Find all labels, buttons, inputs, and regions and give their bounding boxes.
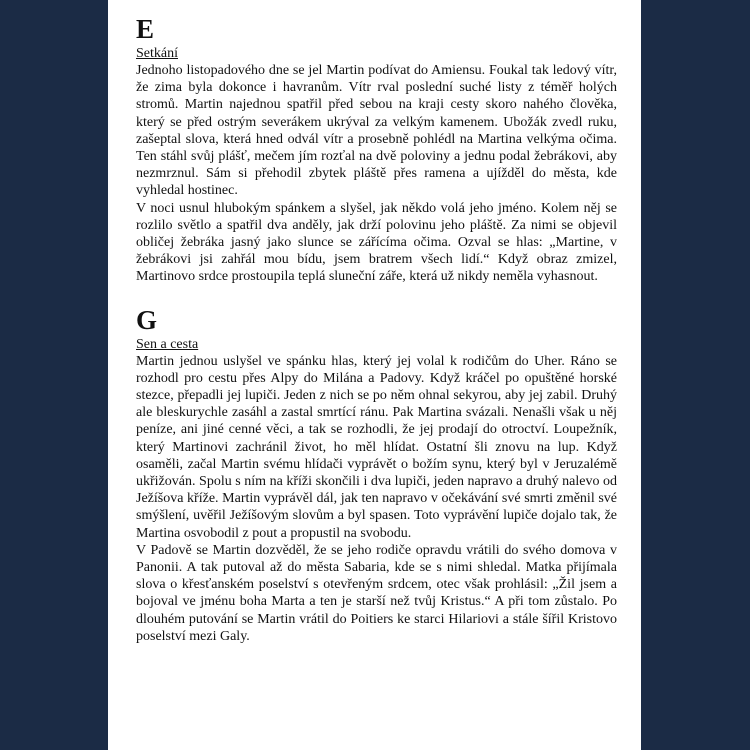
paragraph: V Padově se Martin dozvěděl, že se jeho rodiče opravdu vrátili do svého domova v Panonii. A tak putoval až do města Sabaria, kde se s nimi shledal. Matka přijímala slova o křesťanském poselství s otevřeným srdcem, otec však prohlásil: „Žil jsem a bojoval ve jménu boha Marta a ten je starší než tvůj Kristus.“ A při tom zůstalo. Po dlouhém putování se Martin vrátil do Poitiers ke starci Hilariovi a stále šířil Kristovo poselství mezi Galy. [136,542,617,644]
document-page [108,0,641,750]
section-letter: E [136,14,155,44]
section-letter: G [136,304,158,335]
section-subtitle: Sen a cesta [136,336,199,352]
paragraph: V noci usnul hlubokým spánkem a slyšel, jak někdo volá jeho jméno. Kolem něj se rozlilo světlo a spatřil dva anděly, jak drží polovinu jeho pláště. Za nimi se objevil obličej žebráka jasný jako slunce se zářícíma očima. Ozval se hlas: „Martine, v žebrákovi jsi zahřál mou bídu, jsem bratrem všech lidí.“ Když obraz zmizel, Martinovo srdce prostoupila teplá sluneční záře, která už nikdy neměla vyhasnout. [136,200,617,285]
paragraph: Martin jednou uslyšel ve spánku hlas, který jej volal k rodičům do Uher. Ráno se rozhodl pro cestu přes Alpy do Milána a Padovy. Když kráčel po opuštěné horské stezce, přepadli jej lupiči. Jeden z nich se po něm ohnal sekyrou, aby jej zabil. Druhý ale bleskurychle zasáhl a zastal smrtící ránu. Pak Martina svázali. Nenašli však u něj peníze, ani jiné cenné věci, a tak se rozhodli, že jej prodají do otroctví. Loupežník, který Martinovi zachránil život, ho měl hlídat. Ostatní šli znovu na lup. Když osaměli, začal Martin svému hlídači vyprávět o božím synu, který byl v Jeruzalémě ukřižován. Spolu s ním na kříži skončili i dva lupiči, jeden napravo a druhý nalevo od Ježíšova kříže. Martin vyprávěl dál, jak ten napravo v očekávání své smrti změnil své smýšlení, uvěřil Ježíšovým slovům a byl spasen. Toto vyprávění lupiče dojalo tak, že Martina osvobodil z pout a propustil na svobodu. [136,353,617,541]
section-subtitle: Setkání [136,46,178,61]
paragraph: Jednoho listopadového dne se jel Martin podívat do Amiensu. Foukal tak ledový vítr, že zima byla dokonce i havranům. Vítr rval poslední suché listy z téměř holých stromů. Martin najednou spatřil před sebou na kraji cesty skoro nahého člověka, který se před ostrým severákem ukrýval za velkým kamenem. Ubožák zvedl ruku, zašeptal slova, která hned odvál vítr a prosebně pohlédl na Martina velkýma očima. Ten stáhl svůj plášť, mečem jím rozťal na dvě poloviny a jednu podal žebrákovi, aby nezmrznul. Sám si přehodil zbytek pláště přes ramena a ujížděl do města, kde vyhledal hostinec. [136,63,617,199]
section-spacer [136,286,617,305]
section-e [136,14,617,286]
section-g [136,305,617,645]
